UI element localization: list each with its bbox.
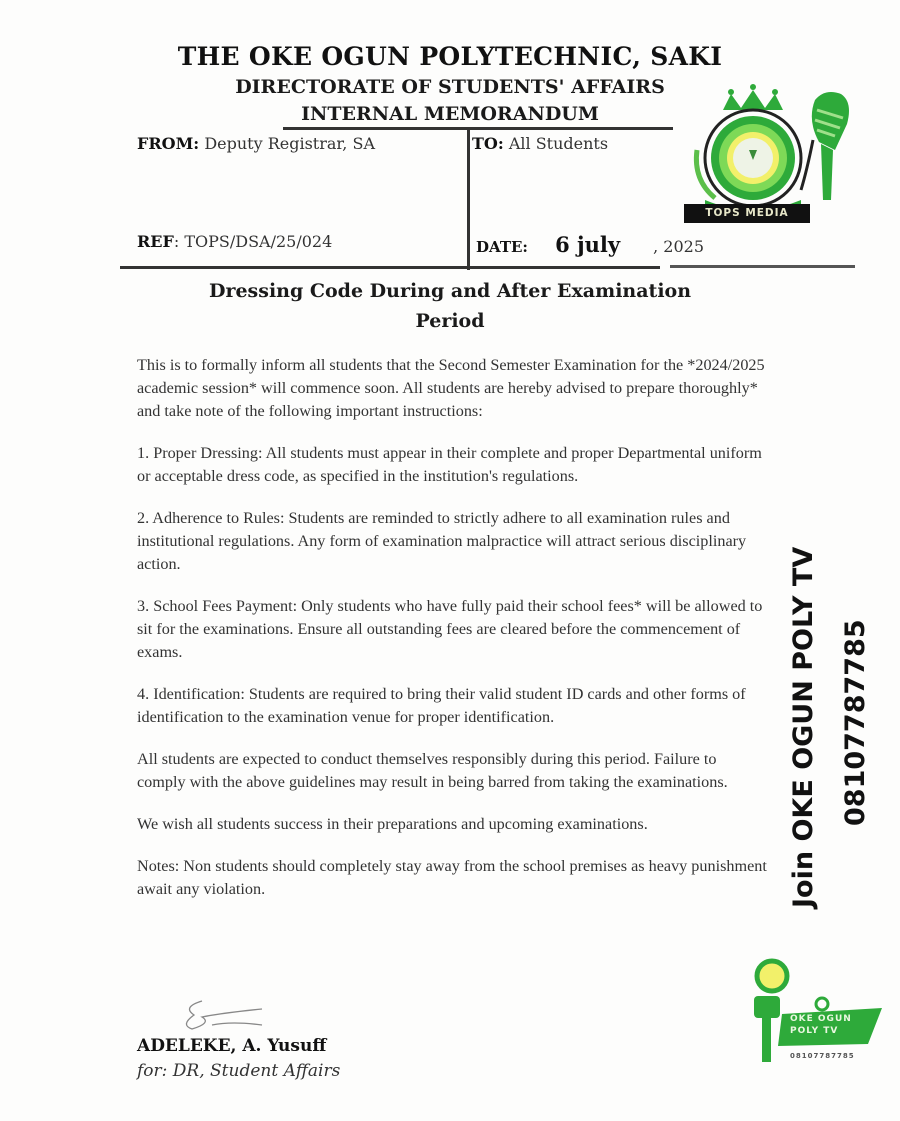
microphone-icon (801, 92, 849, 200)
instruction-item: 4. Identification: Students are required to bring their valid student ID cards and other forms of identification to the examination venue for proper identification. (137, 685, 746, 726)
date-field (476, 232, 704, 257)
memo-type: INTERNAL MEMORANDUM (301, 103, 599, 125)
memo-body (137, 354, 767, 920)
memo-title (120, 276, 780, 336)
from-field (137, 134, 375, 153)
instruction-item: 1. Proper Dressing: All students must appear in their complete and proper Departmental uniform or acceptable dress code, as specified in the institution's regulations. (137, 444, 762, 485)
poly-tv-logo-line-1: OKE OGUN (790, 1014, 852, 1024)
notes-paragraph: Notes: Non students should completely stay away from the school premises as heavy punishment await any violation. (137, 857, 767, 898)
ref-field (137, 232, 332, 251)
date-day: 6 july (555, 232, 621, 257)
intro-paragraph: This is to formally inform all students that the Second Semester Examination for the *2024/2025 academic session* will commence soon. All students are hereby advised to prepare thoroughly* and take note of the following important instructions: (137, 356, 765, 420)
memo-type-underline (283, 127, 673, 130)
instruction-item: 2. Adherence to Rules: Students are reminded to strictly adhere to all examination rules and institutional regulations. Any form of examination malpractice will attract serious disciplinary action. (137, 509, 747, 573)
ref-label: REF (137, 232, 174, 251)
date-year: , 2025 (653, 237, 705, 256)
from-value: Deputy Registrar, SA (204, 134, 375, 153)
field-divider (467, 128, 470, 270)
instruction-item: 3. School Fees Payment: Only students who have fully paid their school fees* will be allowed to sit for the examinations. Ensure all outstanding fees are cleared before the commencement of exams. (137, 597, 763, 661)
from-label: FROM: (137, 134, 200, 153)
ref-value: : TOPS/DSA/25/024 (173, 232, 333, 251)
memo-title-line-2: Period (415, 310, 485, 332)
directorate-name: DIRECTORATE OF STUDENTS' AFFAIRS (235, 76, 665, 98)
tv-microphone-icon (754, 961, 787, 1062)
signature-scribble (172, 995, 272, 1035)
crown-icon (723, 84, 783, 110)
date-label: DATE: (476, 238, 528, 256)
to-value: All Students (508, 134, 609, 153)
poly-tv-logo (742, 958, 887, 1068)
poly-tv-logo-line-2: POLY TV (790, 1026, 839, 1036)
watermark-phone: 08107787785 (840, 619, 871, 826)
to-label: TO: (472, 134, 504, 153)
poly-tv-logo-phone: 08107787785 (790, 1052, 855, 1060)
institution-name: THE OKE OGUN POLYTECHNIC, SAKI (177, 42, 723, 71)
watermark-join-text: Join OKE OGUN POLY TV (788, 546, 819, 908)
to-field (472, 134, 608, 153)
memo-title-line-1: Dressing Code During and After Examination (208, 280, 692, 302)
header-rule-left (120, 266, 660, 269)
header-rule-right (670, 265, 855, 268)
wishes-paragraph: We wish all students success in their preparations and upcoming examinations. (137, 815, 648, 833)
signatory-role: for: DR, Student Affairs (137, 1061, 341, 1081)
conduct-paragraph: All students are expected to conduct themselves responsibly during this period. Failure to comply with the above guidelines may result in being barred from taking the examinations. (137, 750, 728, 791)
signatory-name: ADELEKE, A. Yusuff (137, 1036, 327, 1056)
tops-media-badge: TOPS MEDIA (684, 204, 810, 223)
